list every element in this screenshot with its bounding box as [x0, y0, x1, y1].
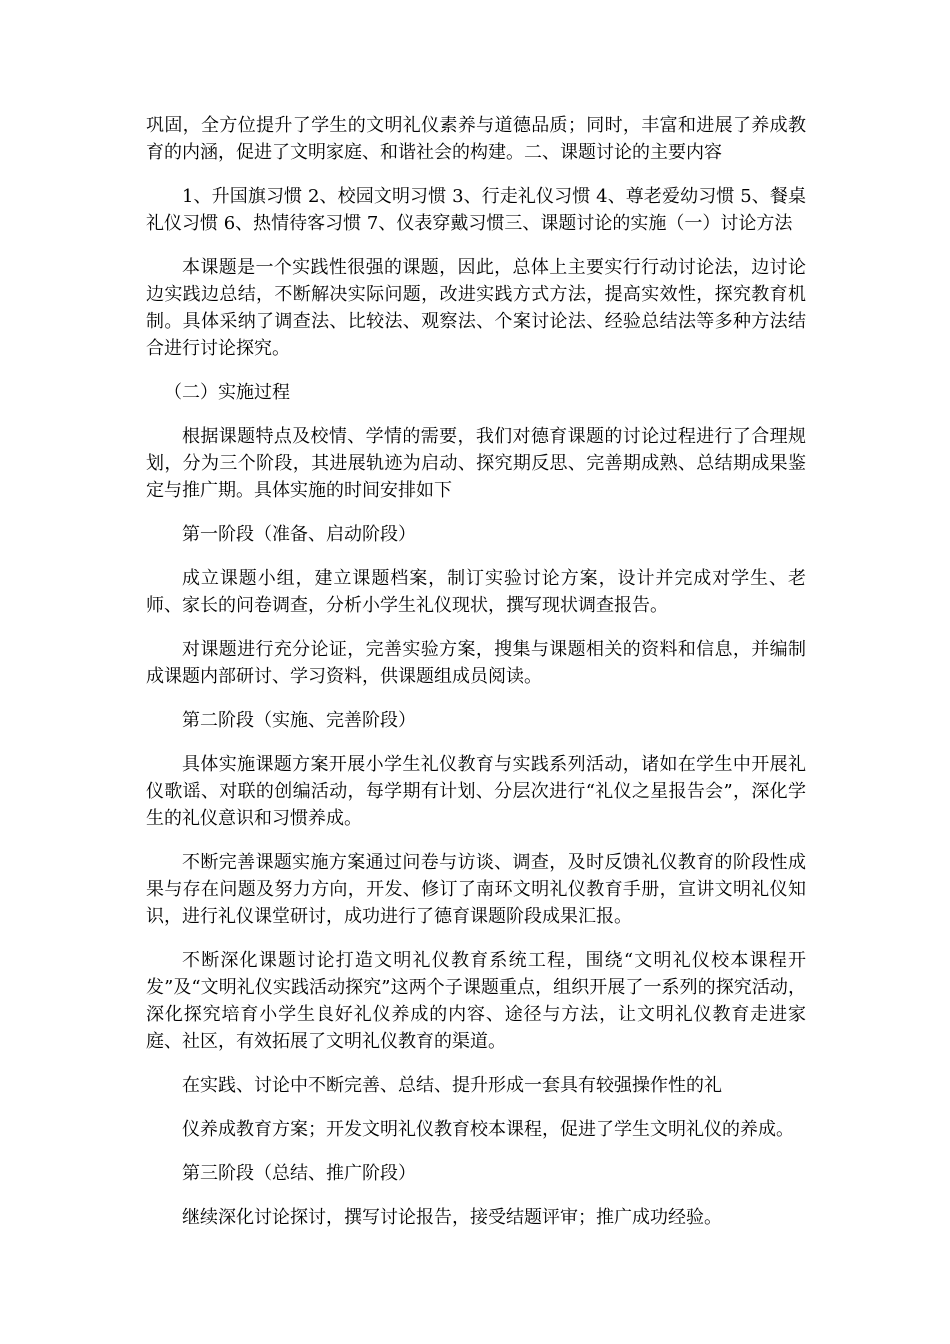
paragraph-implementation-plan: 根据课题特点及校情、学情的需要，我们对德育课题的讨论过程进行了合理规划，分为三个阶段，其进展轨迹为启动、探究期反思、完善期成熟、总结期成果鉴定与推广期。具体实施的时间安排如下: [146, 426, 806, 501]
stage-heading-two: 第二阶段（实施、完善阶段）: [182, 710, 416, 731]
section-heading-implementation: （二）实施过程: [164, 382, 290, 403]
document-body: [146, 112, 806, 1248]
paragraph-stage-three: 继续深化讨论探讨，撰写讨论报告，接受结题评审；推广成功经验。: [182, 1207, 722, 1228]
paragraph-stage-two-c: 不断深化课题讨论打造文明礼仪教育系统工程，围绕“文明礼仪校本课程开发”及“文明礼仪实践活动探究”这两个子课题重点，组织开展了一系列的探究活动，深化探究培育小学生良好礼仪养成的内容、途径与方法，让文明礼仪教育走进家庭、社区，有效拓展了文明礼仪教育的渠道。: [146, 950, 806, 1052]
paragraph-stage-two-b: 不断完善课题实施方案通过问卷与访谈、调查，及时反馈礼仪教育的阶段性成果与存在问题及努力方向，开发、修订了南环文明礼仪教育手册，宣讲文明礼仪知识，进行礼仪课堂研讨，成功进行了德育课题阶段成果汇报。: [146, 852, 806, 927]
paragraph-habits-list: 1、升国旗习惯 2、校园文明习惯 3、行走礼仪习惯 4、尊老爱幼习惯 5、餐桌礼仪习惯 6、热情待客习惯 7、仪表穿戴习惯三、课题讨论的实施（一）讨论方法: [146, 186, 806, 234]
paragraph-stage-two-d: 在实践、讨论中不断完善、总结、提升形成一套具有较强操作性的礼: [182, 1075, 722, 1096]
stage-heading-one: 第一阶段（准备、启动阶段）: [182, 524, 416, 545]
paragraph-stage-one-b: 对课题进行充分论证，完善实验方案，搜集与课题相关的资料和信息，并编制成课题内部研讨、学习资料，供课题组成员阅读。: [146, 639, 806, 687]
paragraph-stage-two-a: 具体实施课题方案开展小学生礼仪教育与实践系列活动，诸如在学生中开展礼仪歌谣、对联的创编活动，每学期有计划、分层次进行“礼仪之星报告会”，深化学生的礼仪意识和习惯养成。: [146, 754, 806, 829]
paragraph-intro-continuation: 巩固，全方位提升了学生的文明礼仪素养与道德品质；同时，丰富和进展了养成教育的内涵，促进了文明家庭、和谐社会的构建。二、课题讨论的主要内容: [146, 115, 806, 163]
stage-heading-three: 第三阶段（总结、推广阶段）: [182, 1163, 416, 1184]
paragraph-stage-two-e: 仪养成教育方案；开发文明礼仪教育校本课程，促进了学生文明礼仪的养成。: [182, 1119, 794, 1140]
paragraph-research-method: 本课题是一个实践性很强的课题，因此，总体上主要实行行动讨论法，边讨论边实践边总结，不断解决实际问题，改进实践方式方法，提高实效性，探究教育机制。具体采纳了调查法、比较法、观察法、个案讨论法、经验总结法等多种方法结合进行讨论探究。: [146, 257, 806, 359]
paragraph-stage-one-a: 成立课题小组，建立课题档案，制订实验讨论方案，设计并完成对学生、老师、家长的问卷调查，分析小学生礼仪现状，撰写现状调查报告。: [146, 568, 806, 616]
